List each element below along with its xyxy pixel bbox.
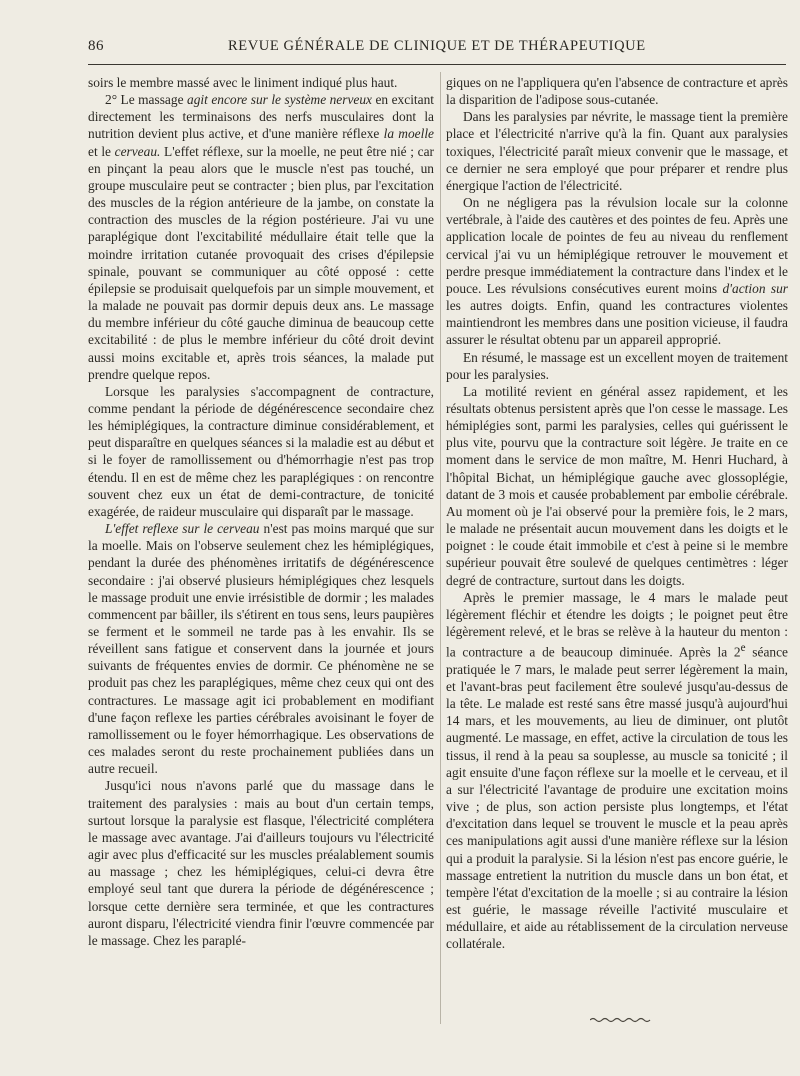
paragraph-text: Lorsque les paralysies s'accompagnent de contracture, comme pendant la période de dégénérescence secondaire chez les hémiplégiques, la contracture diminue considérablement, et peut disparaître en quelques séances si la maladie est au début et si le foyer de ramollissement ou d'hémorrhagie n'est pas trop étendu. Il en est de même chez les paraplégiques : on rencontre souvent chez eux un état de demi-contracture, de tonicité exagérée, de raideur musculaire qui disparaît par le massage. <box>88 383 434 519</box>
paragraph-text: giques on ne l'appliquera qu'en l'absence de contracture et après la disparition de l'adipose sous-cutanée. <box>446 75 788 108</box>
paragraph <box>446 74 788 108</box>
paragraph-text: les autres doigts. Enfin, quand les contractures violentes maintiendront les membres dans une position vicieuse, il faudra assurer le résultat obtenu par un appareil approprié. <box>446 298 788 348</box>
paragraph-text: Jusqu'ici nous n'avons parlé que du massage dans le traitement des paralysies : mais au bout d'un certain temps, surtout lorsque la paralysie est flasque, l'électricité complétera le massage avec avantage. J'ai d'ailleurs toujours vu l'électricité agir avec plus d'efficacité sur les muscles préalablement soumis au massage ; chez les hémiplégiques, celui-ci devra être employé seul tant que durera la période de dégénérescence ; lorsque cette dernière sera terminée, et que les contractures auront disparu, l'électricité viendra finir l'œuvre commencée par le massage. Chez les paraplé- <box>88 778 434 948</box>
paragraph <box>88 383 434 520</box>
paragraph-text: 2° Le massage <box>105 92 187 108</box>
emphasis: d'action sur <box>722 280 788 296</box>
page-header <box>88 38 786 60</box>
paragraph-text: séance pratiquée le 7 mars, le malade peut serrer légèrement la main, et l'avant-bras peut facilement être soulevé jusqu'au-dessus de la tête. Le malade est resté sans être massé jusqu'à aujourd'hui 14 mars, et les mouvements, au lieu de diminuer, ont plutôt augmenté. Le massage, en effet, active la circulation de tous les tissus, il rend à la peau sa souplesse, au muscle sa tonicité ; il agit ensuite d'une façon réflexe sur la moelle et le cerveau, et il a sur l'électricité l'avantage de produire une excitation moins vive ; de plus, son action persiste plus longtemps, et l'état d'excitation dans lequel se trouvent le muscle et la peau après ces manipulations agit aussi d'une manière réflexe sur la lésion qui a produit la paralysie. Si la lésion n'est pas encore guérie, le massage entretient la nutrition du muscle dans un bon état, et tempère l'état d'excitation de la moelle ; si au contraire la lésion est guérie, le massage réveille l'activité musculaire et médullaire, et aide au rétablissement de la circulation nerveuse collatérale. <box>446 644 788 952</box>
page-number: 86 <box>88 38 104 54</box>
paragraph <box>446 589 788 953</box>
paragraph-text: La motilité revient en général assez rapidement, et les résultats obtenus persistent après que l'on cesse le massage. Les hémiplégies sont, parmi les paralysies, celles qui guérissent le plus vite, pourvu que la contracture soit légère. Je traite en ce moment dans le service de mon maître, M. Henri Huchard, à l'hôpital Bichat, un hémiplégique gauche avec glossoplégie, datant de 3 mois et causée probablement par embolie cérébrale. Au moment où je l'ai observé pour la première fois, le 2 mars, le malade ne présentait aucun mouvement dans les doigts et le poignet : le coude était immobile et c'est à peine si le membre supérieur pouvait être soulevé de quelques centimètres : léger degré de contracture, surtout dans les doigts. <box>446 383 788 588</box>
emphasis: L'effet reflexe sur le cerveau <box>105 521 260 537</box>
paragraph-text: En résumé, le massage est un excellent moyen de traitement pour les paralysies. <box>446 349 788 382</box>
paragraph-text: Après le premier massage, le 4 mars le malade peut légèrement fléchir et étendre les doigts ; le poignet peut être légèrement relevé, et le bras se relève à la hauteur du menton : la contracture a de beaucoup diminuée. Après la 2 <box>446 589 788 660</box>
paragraph <box>88 74 434 91</box>
superscript: e <box>740 642 746 655</box>
right-column <box>446 74 788 952</box>
paragraph <box>88 777 434 949</box>
paragraph-text: L'effet réflexe, sur la moelle, ne peut être nié ; car en pinçant la peau alors que le muscle n'est pas touché, un groupe musculaire peut se contracter ; bien plus, par l'excitation des muscles de la région antérieure de la jambe, on constate la contraction des muscles de la région postérieure. J'ai vu une paraplégique dont l'excitabilité médullaire était telle que la moindre irritation cutanée provoquait des crises d'épilepsie spinale, pouvant se communiquer au côté opposé : cette épilepsie se produisait quelquefois par un simple mouvement, et la malade ne pouvait pas dormir depuis deux ans. Le massage du membre inférieur du côté gauche diminua de beaucoup cette excitabilité : de plus le membre inférieur du côté droit devint aussi moins excitable et, après trois séances, la malade put prendre quelque repos. <box>88 143 434 382</box>
paragraph <box>446 383 788 589</box>
paragraph-text: On ne négligera pas la révulsion locale sur la colonne vertébrale, à l'aide des cautères et des pointes de feu. Après une application locale de pointes de feu au niveau du renflement cervical j'ai vu un hémiplégique retrouver le mouvement et perdre presque immédiatement la contracture dans l'index et le pouce. Les révulsions consécutives eurent moins <box>446 195 788 296</box>
paragraph-text: soirs le membre massé avec le liniment indiqué plus haut. <box>88 75 398 90</box>
emphasis: agit encore sur le système nerveux <box>187 92 372 108</box>
emphasis: la moelle <box>383 126 434 142</box>
column-divider <box>440 72 441 1024</box>
emphasis: cerveau. <box>114 143 161 159</box>
paragraph <box>446 349 788 383</box>
paragraph-text: n'est pas moins marqué que sur la moelle. Mais on l'observe seulement chez les hémiplégiques, pendant la durée des phénomènes irritatifs de dégénérescence secondaire : j'ai observé plusieurs hémiplégiques chez lesquels le massage produit une envie irrésistible de dormir ; les malades commencent par bâiller, ils s'étirent en tous sens, leurs paupières se ferment et le sommeil ne tarde pas à les envahir. Ils se réveillent sans fatigue et conservent dans la journée et jours suivants de fréquentes envies de dormir. Ce phénomène ne se produit pas chez les paraplégiques, même chez ceux qui ont des contractures. Le massage agit ici probablement en modifiant d'une façon reflexe les parties cérébrales avoisinant le foyer de ramollissement ou le foyer hémorrhagique. Les observations de ces malades seront du reste prochainement publiées dans un autre recueil. <box>88 521 434 777</box>
paragraph-text: Dans les paralysies par névrite, le massage tient la première place et l'électricité n'arrive qu'à la fin. Quant aux paralysies toxiques, l'électricité paraît mieux convenir que le massage, et ce dernier ne sera employé que pour préparer et rendre plus énergique l'action de l'électricité. <box>446 109 788 193</box>
running-title: REVUE GÉNÉRALE DE CLINIQUE ET DE THÉRAPEUTIQUE <box>228 38 646 54</box>
paragraph <box>88 520 434 777</box>
left-column <box>88 74 434 949</box>
paragraph <box>88 91 434 383</box>
paragraph <box>446 108 788 194</box>
header-rule <box>88 64 786 65</box>
paragraph-text: et le <box>88 143 115 159</box>
end-ornament <box>590 1017 652 1023</box>
paragraph-text: en excitant directement les terminaisons des nerfs musculaires dont la nutrition devient plus active, et d'une manière réflexe <box>88 92 434 142</box>
paragraph <box>446 194 788 348</box>
